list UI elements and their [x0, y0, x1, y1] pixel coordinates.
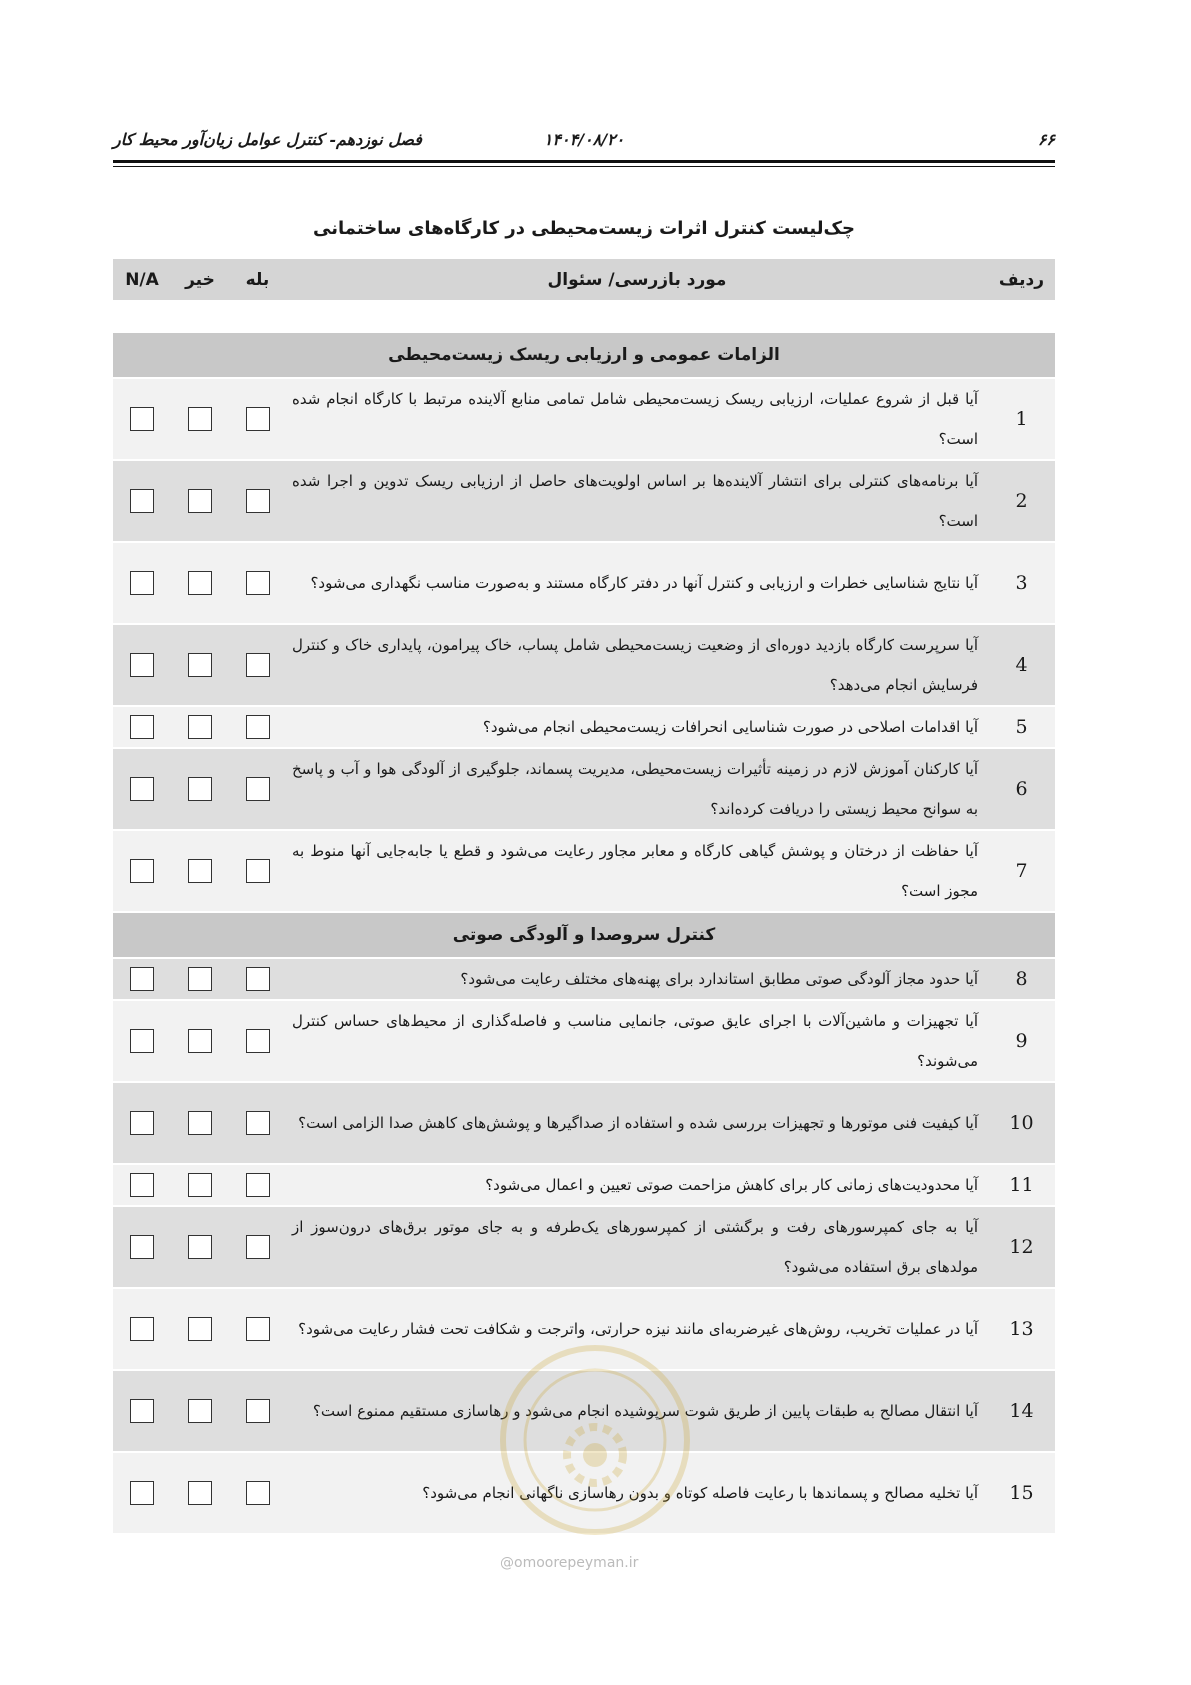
checkbox-yes[interactable]	[246, 859, 270, 883]
checkbox-cell-na	[113, 1288, 171, 1370]
row-number: 6	[988, 748, 1055, 830]
checkbox-cell-yes	[229, 1370, 286, 1452]
checkbox-na[interactable]	[130, 1481, 154, 1505]
page-header	[113, 130, 1055, 162]
checkbox-cell-no	[171, 958, 229, 1000]
checkbox-cell-yes	[229, 1206, 286, 1288]
row-number: 1	[988, 378, 1055, 460]
checkbox-cell-yes	[229, 1288, 286, 1370]
question-text: آیا محدودیت‌های زمانی کار برای کاهش مزاحمت صوتی تعیین و اعمال می‌شود؟	[286, 1164, 988, 1206]
row-number: 5	[988, 706, 1055, 748]
checkbox-yes[interactable]	[246, 715, 270, 739]
watermark-text: @omoorepeyman.ir	[500, 1555, 639, 1571]
checkbox-na[interactable]	[130, 1029, 154, 1053]
checkbox-cell-yes	[229, 542, 286, 624]
table-row	[113, 624, 1055, 706]
row-number: 14	[988, 1370, 1055, 1452]
checkbox-cell-no	[171, 1288, 229, 1370]
question-text: آیا تجهیزات و ماشین‌آلات با اجرای عایق صوتی، جانمایی مناسب و فاصله‌گذاری از محیط‌های حساس کنترل می‌شوند؟	[286, 1000, 988, 1082]
checkbox-na[interactable]	[130, 777, 154, 801]
checkbox-cell-no	[171, 748, 229, 830]
row-number: 4	[988, 624, 1055, 706]
header-date: ۱۴۰۴/۰۸/۲۰	[543, 130, 625, 149]
checkbox-no[interactable]	[188, 1481, 212, 1505]
table-row	[113, 460, 1055, 542]
row-number: 12	[988, 1206, 1055, 1288]
question-text: آیا انتقال مصالح به طبقات پایین از طریق شوت سرپوشیده انجام می‌شود و رهاسازی مستقیم ممنوع است؟	[286, 1370, 988, 1452]
checkbox-yes[interactable]	[246, 407, 270, 431]
row-number: 2	[988, 460, 1055, 542]
document-title: چک‌لیست کنترل اثرات زیست‌محیطی در کارگاه‌های ساختمانی	[313, 218, 855, 239]
checkbox-na[interactable]	[130, 1235, 154, 1259]
checkbox-no[interactable]	[188, 859, 212, 883]
checkbox-cell-no	[171, 542, 229, 624]
table-row	[113, 830, 1055, 912]
table-row	[113, 1082, 1055, 1164]
table-row	[113, 378, 1055, 460]
checkbox-no[interactable]	[188, 571, 212, 595]
table-row	[113, 1000, 1055, 1082]
checkbox-na[interactable]	[130, 859, 154, 883]
checkbox-cell-yes	[229, 460, 286, 542]
checkbox-cell-na	[113, 1000, 171, 1082]
checkbox-cell-yes	[229, 624, 286, 706]
question-text: آیا به جای کمپرسورهای رفت و برگشتی از کمپرسورهای یک‌طرفه و به جای موتور برق‌های درون‌سوز از مولدهای برق استفاده می‌شود؟	[286, 1206, 988, 1288]
table-row	[113, 706, 1055, 748]
checkbox-cell-no	[171, 1452, 229, 1534]
checkbox-no[interactable]	[188, 489, 212, 513]
checkbox-cell-no	[171, 1164, 229, 1206]
checkbox-cell-yes	[229, 706, 286, 748]
table-row	[113, 1206, 1055, 1288]
table-row	[113, 958, 1055, 1000]
checkbox-na[interactable]	[130, 967, 154, 991]
checkbox-cell-no	[171, 378, 229, 460]
checkbox-cell-no	[171, 706, 229, 748]
section-header-row	[113, 912, 1055, 958]
question-text: آیا برنامه‌های کنترلی برای انتشار آلاینده‌ها بر اساس اولویت‌های حاصل از ارزیابی ریسک تدوین و اجرا شده است؟	[286, 460, 988, 542]
section-header-row	[113, 333, 1055, 378]
question-text: آیا کیفیت فنی موتورها و تجهیزات بررسی شده و استفاده از صداگیرها و پوشش‌های کاهش صدا الزامی است؟	[286, 1082, 988, 1164]
section-title: الزامات عمومی و ارزیابی ریسک زیست‌محیطی	[113, 333, 1055, 378]
checkbox-na[interactable]	[130, 653, 154, 677]
checkbox-yes[interactable]	[246, 1317, 270, 1341]
checkbox-na[interactable]	[130, 571, 154, 595]
row-number: 3	[988, 542, 1055, 624]
checkbox-cell-na	[113, 1082, 171, 1164]
checkbox-no[interactable]	[188, 1111, 212, 1135]
question-text: آیا حفاظت از درختان و پوشش گیاهی کارگاه و معابر مجاور رعایت می‌شود و قطع یا جابه‌جایی آنها منوط به مجوز است؟	[286, 830, 988, 912]
checkbox-cell-yes	[229, 1164, 286, 1206]
checkbox-cell-yes	[229, 1082, 286, 1164]
checkbox-no[interactable]	[188, 1029, 212, 1053]
row-number: 10	[988, 1082, 1055, 1164]
checkbox-na[interactable]	[130, 489, 154, 513]
checkbox-cell-na	[113, 624, 171, 706]
checkbox-yes[interactable]	[246, 1399, 270, 1423]
col-question: مورد بازرسی/ سئوال	[286, 259, 988, 300]
checkbox-cell-yes	[229, 748, 286, 830]
col-no: خیر	[171, 259, 229, 300]
checkbox-cell-no	[171, 830, 229, 912]
checkbox-yes[interactable]	[246, 489, 270, 513]
checkbox-cell-na	[113, 1370, 171, 1452]
checkbox-cell-na	[113, 460, 171, 542]
chapter-title: فصل نوزدهم- کنترل عوامل زیان‌آور محیط کار	[113, 130, 422, 149]
row-number: 9	[988, 1000, 1055, 1082]
column-header-table	[113, 259, 1055, 300]
checkbox-no[interactable]	[188, 1173, 212, 1197]
checkbox-yes[interactable]	[246, 1235, 270, 1259]
checkbox-na[interactable]	[130, 1111, 154, 1135]
page-number: ۶۶	[1037, 130, 1055, 149]
checkbox-yes[interactable]	[246, 1029, 270, 1053]
question-text: آیا کارکنان آموزش لازم در زمینه تأثیرات زیست‌محیطی، مدیریت پسماند، جلوگیری از آلودگی هوا و آب و پاسخ به سوانح محیط زیستی را دریافت کرده‌اند؟	[286, 748, 988, 830]
table-row	[113, 748, 1055, 830]
checkbox-yes[interactable]	[246, 967, 270, 991]
checkbox-yes[interactable]	[246, 1481, 270, 1505]
checkbox-na[interactable]	[130, 715, 154, 739]
row-number: 15	[988, 1452, 1055, 1534]
question-text: آیا سرپرست کارگاه بازدید دوره‌ای از وضعیت زیست‌محیطی شامل پساب، خاک پیرامون، پایداری خاک و کنترل فرسایش انجام می‌دهد؟	[286, 624, 988, 706]
question-text: آیا تخلیه مصالح و پسماندها با رعایت فاصله کوتاه و بدون رهاسازی ناگهانی انجام می‌شود؟	[286, 1452, 988, 1534]
checkbox-cell-na	[113, 1164, 171, 1206]
checkbox-cell-na	[113, 378, 171, 460]
checkbox-cell-na	[113, 706, 171, 748]
col-na: N/A	[113, 259, 171, 300]
checkbox-yes[interactable]	[246, 653, 270, 677]
watermark-seal	[490, 1330, 700, 1560]
checkbox-yes[interactable]	[246, 1173, 270, 1197]
checkbox-cell-yes	[229, 830, 286, 912]
checkbox-na[interactable]	[130, 407, 154, 431]
row-number: 8	[988, 958, 1055, 1000]
checkbox-cell-na	[113, 1206, 171, 1288]
checkbox-cell-no	[171, 1370, 229, 1452]
col-row: ردیف	[988, 259, 1055, 300]
checkbox-cell-na	[113, 542, 171, 624]
checkbox-no[interactable]	[188, 967, 212, 991]
section-title: کنترل سروصدا و آلودگی صوتی	[113, 912, 1055, 958]
column-header-row	[113, 259, 1055, 300]
col-yes: بله	[229, 259, 286, 300]
checkbox-na[interactable]	[130, 1399, 154, 1423]
checkbox-cell-no	[171, 1206, 229, 1288]
row-number: 7	[988, 830, 1055, 912]
checkbox-cell-na	[113, 830, 171, 912]
checkbox-cell-no	[171, 460, 229, 542]
checkbox-no[interactable]	[188, 1235, 212, 1259]
checkbox-no[interactable]	[188, 407, 212, 431]
checkbox-no[interactable]	[188, 777, 212, 801]
checkbox-no[interactable]	[188, 1399, 212, 1423]
checkbox-cell-no	[171, 1000, 229, 1082]
row-number: 13	[988, 1288, 1055, 1370]
checkbox-cell-no	[171, 1082, 229, 1164]
checkbox-no[interactable]	[188, 653, 212, 677]
checkbox-na[interactable]	[130, 1173, 154, 1197]
header-rule-thick	[113, 160, 1055, 163]
checkbox-na[interactable]	[130, 1317, 154, 1341]
checkbox-yes[interactable]	[246, 1111, 270, 1135]
checkbox-no[interactable]	[188, 1317, 212, 1341]
question-text: آیا در عملیات تخریب، روش‌های غیرضربه‌ای مانند نیزه حرارتی، واترجت و شکافت تحت فشار رعایت می‌شود؟	[286, 1288, 988, 1370]
checkbox-cell-yes	[229, 1000, 286, 1082]
row-number: 11	[988, 1164, 1055, 1206]
question-text: آیا حدود مجاز آلودگی صوتی مطابق استاندارد برای پهنه‌های مختلف رعایت می‌شود؟	[286, 958, 988, 1000]
checkbox-cell-na	[113, 748, 171, 830]
checkbox-cell-yes	[229, 378, 286, 460]
question-text: آیا نتایج شناسایی خطرات و ارزیابی و کنترل آنها در دفتر کارگاه مستند و به‌صورت مناسب نگهداری می‌شود؟	[286, 542, 988, 624]
header-rule-thin	[113, 166, 1055, 167]
table-row	[113, 542, 1055, 624]
table-row	[113, 1164, 1055, 1206]
checkbox-cell-na	[113, 958, 171, 1000]
checkbox-cell-yes	[229, 958, 286, 1000]
checkbox-yes[interactable]	[246, 777, 270, 801]
checkbox-no[interactable]	[188, 715, 212, 739]
question-text: آیا اقدامات اصلاحی در صورت شناسایی انحرافات زیست‌محیطی انجام می‌شود؟	[286, 706, 988, 748]
checkbox-yes[interactable]	[246, 571, 270, 595]
checkbox-cell-na	[113, 1452, 171, 1534]
question-text: آیا قبل از شروع عملیات، ارزیابی ریسک زیست‌محیطی شامل تمامی منابع آلاینده مرتبط با کارگاه انجام شده است؟	[286, 378, 988, 460]
checkbox-cell-yes	[229, 1452, 286, 1534]
checkbox-cell-no	[171, 624, 229, 706]
